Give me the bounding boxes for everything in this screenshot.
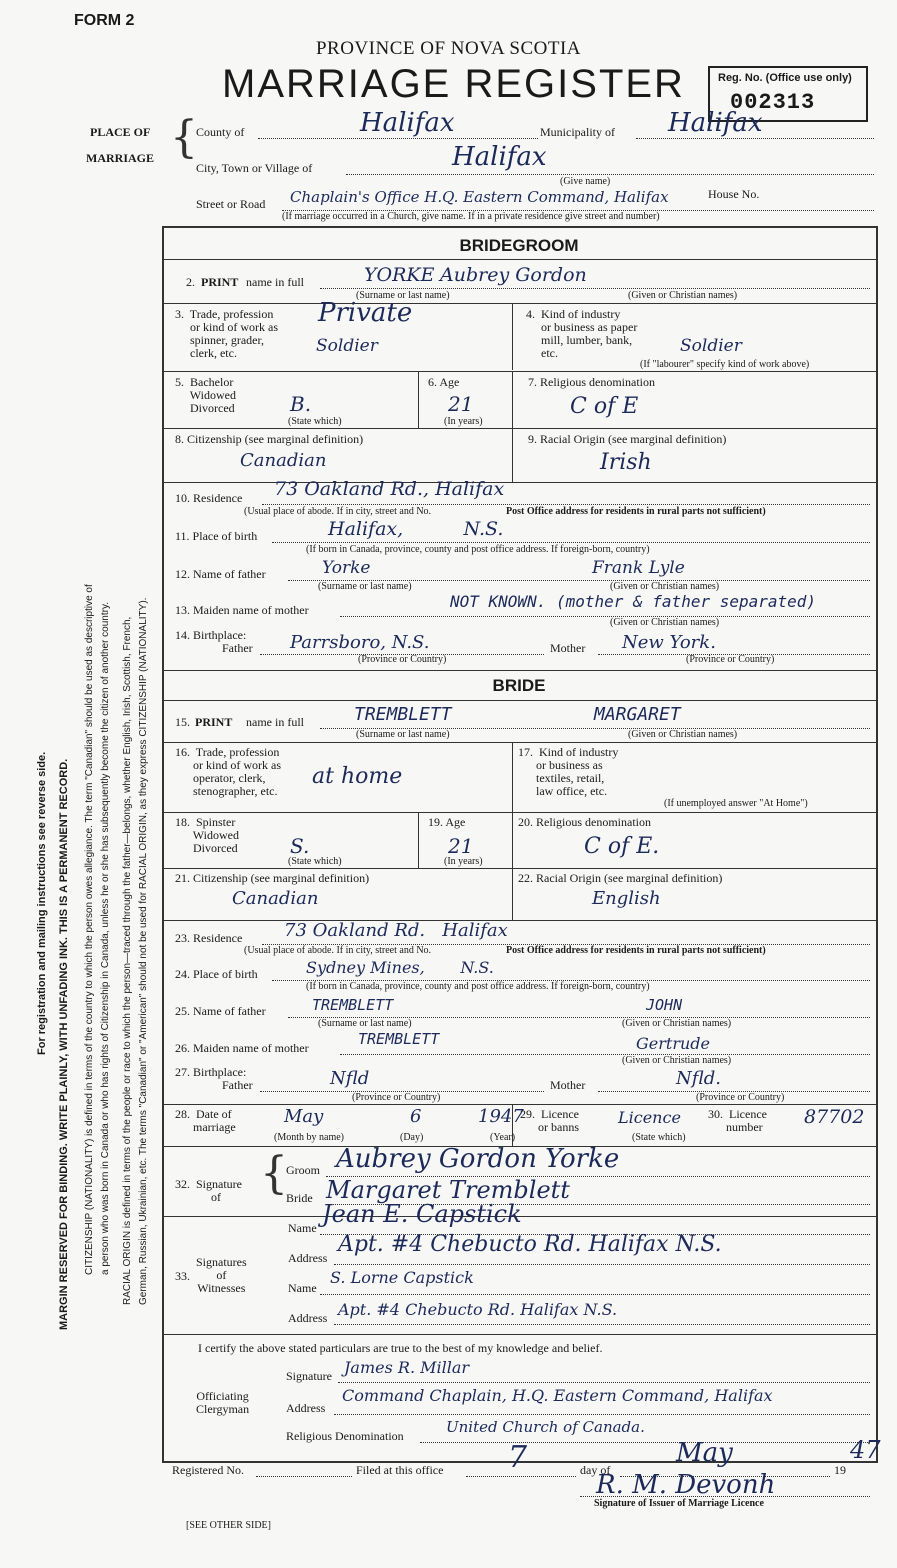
bride-father-surname: TREMBLETT — [312, 996, 394, 1014]
citizenship-note-2: a person who was born in Canada or who has rights of Citizenship in Canada, unless he or she has subsequently become the citizen of another country. — [100, 602, 111, 1275]
q4-caption: (If "labourer" specify kind of work above) — [640, 359, 810, 370]
q15-number: 15. — [175, 715, 190, 729]
day-caption: (Day) — [400, 1132, 424, 1143]
bride-mother-surname: TREMBLETT — [358, 1030, 440, 1048]
bride-father-birth: Nfld — [330, 1068, 370, 1089]
bride-trade: at home — [312, 764, 403, 789]
q12-label: 12. Name of father — [175, 567, 266, 581]
groom-mother-birth: New York. — [622, 632, 716, 653]
q10-label: 10. Residence — [175, 491, 243, 505]
province-caption: (Province or Country) — [358, 654, 447, 665]
q2-label: name in full — [246, 275, 304, 289]
q9-label: 9. Racial Origin (see marginal definition) — [528, 432, 727, 446]
issuer-signature: R. M. Devonh — [596, 1470, 776, 1500]
q21-label: 21. Citizenship (see marginal definition) — [175, 871, 370, 885]
given-caption: (Given or Christian names) — [622, 1055, 732, 1066]
bride-mother-given: Gertrude — [636, 1034, 710, 1053]
q4-label: 4. Kind of industry or business as paper mill, lumber, bank, etc. — [526, 307, 638, 360]
give-name-caption: (Give name) — [560, 176, 611, 187]
q2-number: 2. — [186, 275, 195, 289]
w1-address-label: Address — [288, 1251, 328, 1265]
divider — [512, 303, 513, 370]
reg-label: Reg. No. (Office use only) — [718, 72, 852, 84]
denomination-line — [420, 1442, 870, 1443]
state-caption: (State which) — [288, 416, 342, 427]
bride-age: 21 — [448, 834, 474, 858]
filed-day: 7 — [508, 1440, 528, 1475]
q26-label: 26. Maiden name of mother — [175, 1041, 309, 1055]
county-line — [258, 138, 538, 139]
q10-line — [262, 504, 870, 505]
surname-caption: (Surname or last name) — [318, 581, 412, 592]
groom-residence: 73 Oakland Rd., Halifax — [274, 478, 505, 500]
marriage-day: 6 — [410, 1106, 422, 1127]
clergy-address-label: Address — [286, 1401, 326, 1415]
divider — [162, 482, 876, 483]
municipality-label: Municipality of — [540, 125, 615, 139]
years-caption: (In years) — [444, 416, 483, 427]
given-caption: (Given or Christian names) — [628, 729, 738, 740]
bride-surname: TREMBLETT — [354, 704, 452, 725]
see-other-side: [SEE OTHER SIDE] — [186, 1520, 271, 1531]
q2-line — [320, 288, 870, 289]
place-heading-2: MARRIAGE — [86, 151, 154, 165]
registered-label: Registered No. — [172, 1463, 244, 1477]
county-label: County of — [196, 125, 245, 139]
filed-day-line — [466, 1476, 576, 1477]
q27-mother-label: Mother — [550, 1078, 586, 1092]
groom-status: B. — [290, 392, 312, 416]
province-caption: (Province or Country) — [686, 654, 775, 665]
q25-label: 25. Name of father — [175, 1004, 266, 1018]
clergy-address: Command Chaplain, H.Q. Eastern Command, Halifax — [342, 1386, 773, 1405]
divider — [512, 812, 513, 868]
q13-label: 13. Maiden name of mother — [175, 603, 309, 617]
denomination: United Church of Canada. — [446, 1418, 645, 1436]
denomination-label: Religious Denomination — [286, 1429, 404, 1443]
divider — [162, 920, 876, 921]
w2-name-label: Name — [288, 1281, 317, 1295]
witness-2-address: Apt. #4 Chebucto Rd. Halifax N.S. — [338, 1300, 618, 1319]
marriage-year: 1947 — [478, 1106, 524, 1127]
q17-caption: (If unemployed answer "At Home") — [664, 798, 808, 809]
clergy-address-line — [334, 1414, 870, 1415]
q30-label: 30. Licence number — [708, 1107, 767, 1134]
bride-racial: English — [592, 888, 661, 909]
groom-sig-label: Groom — [286, 1163, 320, 1177]
state-caption: (State which) — [632, 1132, 686, 1143]
given-caption: (Given or Christian names) — [610, 581, 720, 592]
groom-age: 21 — [448, 392, 474, 416]
residence-caption-b: Post Office address for residents in rural parts not sufficient) — [506, 506, 766, 517]
witness-heading: Signatures of Witnesses — [196, 1255, 247, 1295]
q27-father-label: Father — [222, 1078, 253, 1092]
q15-label: name in full — [246, 715, 304, 729]
bride-heading: BRIDE — [492, 676, 546, 695]
divider — [162, 812, 876, 813]
q32-label: 32. Signature of — [175, 1177, 242, 1204]
divider — [162, 868, 876, 869]
year-caption: (Year) — [490, 1132, 516, 1143]
surname-caption: (Surname or last name) — [318, 1018, 412, 1029]
clergy-heading: Officiating Clergyman — [196, 1389, 250, 1416]
birth-caption: (If born in Canada, province, county and post office address. If foreign-born, country) — [306, 544, 650, 555]
form-number: FORM 2 — [74, 12, 135, 29]
instructions-note: For registration and mailing instructions see reverse side. — [36, 751, 48, 1055]
state-caption: (State which) — [288, 856, 342, 867]
q14-mother-label: Mother — [550, 641, 586, 655]
marriage-month: May — [284, 1106, 324, 1127]
bride-residence: 73 Oakland Rd. Halifax — [284, 920, 508, 941]
groom-surname: YORKE — [364, 264, 435, 286]
q33-number: 33. — [175, 1269, 190, 1283]
bride-given: MARGARET — [594, 704, 681, 725]
filed-month: May — [676, 1438, 733, 1468]
citizenship-note-1: CITIZENSHIP (NATIONALITY) is defined in terms of the country to which the person owes allegiance. The term "Canadian" should be used as descriptive of — [84, 584, 95, 1275]
groom-father-birth: Parrsboro, N.S. — [290, 632, 430, 653]
w2-address-line — [334, 1324, 870, 1325]
margin-note: MARGIN RESERVED FOR BINDING. WRITE PLAINLY, WITH UNFADING INK. THIS IS A PERMANENT RECORD. — [58, 758, 70, 1330]
witness-1-address: Apt. #4 Chebucto Rd. Halifax N.S. — [338, 1232, 722, 1257]
divider — [162, 303, 876, 304]
bride-signature: Margaret Tremblett — [326, 1176, 570, 1204]
q8-label: 8. Citizenship (see marginal definition) — [175, 432, 364, 446]
year-prefix: 19 — [834, 1463, 846, 1477]
divider — [512, 428, 513, 482]
divider — [512, 1104, 513, 1146]
city-label: City, Town or Village of — [196, 161, 313, 175]
q22-label: 22. Racial Origin (see marginal definition) — [518, 871, 723, 885]
q18-label: 18. Spinster Widowed Divorced — [175, 815, 239, 855]
groom-trade-2: Soldier — [316, 336, 378, 356]
q26-line — [340, 1054, 870, 1055]
bride-birth-place: Sydney Mines, N.S. — [306, 958, 494, 977]
q19-label: 19. Age — [428, 815, 466, 829]
street-label: Street or Road — [196, 197, 266, 211]
place-brace: { — [170, 112, 198, 163]
licence-number: 87702 — [804, 1106, 865, 1128]
groom-birth-place: Halifax, N.S. — [328, 518, 504, 540]
page-title: MARRIAGE REGISTER — [222, 62, 685, 106]
q29-label: 29. Licence or banns — [520, 1107, 579, 1134]
divider — [418, 371, 419, 428]
q11-line — [272, 542, 870, 543]
month-caption: (Month by name) — [274, 1132, 344, 1143]
q23-label: 23. Residence — [175, 931, 243, 945]
residence-caption-b: Post Office address for residents in rural parts not sufficient) — [506, 945, 766, 956]
bride-sig-label: Bride — [286, 1191, 313, 1205]
residence-caption-a: (Usual place of abode. If in city, street and No. — [244, 945, 432, 956]
divider — [512, 371, 513, 428]
day-of-label: day of — [580, 1463, 611, 1477]
county-value: Halifax — [360, 108, 455, 138]
municipality-line — [636, 138, 874, 139]
q15-print-label: PRINT — [195, 715, 233, 729]
divider — [162, 1334, 876, 1335]
groom-given: Aubrey Gordon — [440, 264, 587, 286]
residence-caption-a: (Usual place of abode. If in city, street and No. — [244, 506, 432, 517]
groom-signature: Aubrey Gordon Yorke — [336, 1144, 620, 1174]
issuer-caption: Signature of Issuer of Marriage Licence — [594, 1498, 764, 1509]
groom-racial: Irish — [600, 450, 652, 475]
q20-label: 20. Religious denomination — [518, 815, 651, 829]
groom-father-given: Frank Lyle — [592, 558, 685, 578]
given-caption: (Given or Christian names) — [622, 1018, 732, 1029]
q13-line — [340, 616, 870, 617]
given-caption: (Given or Christian names) — [610, 617, 720, 628]
street-note: (If marriage occurred in a Church, give name. If in a private residence give street and number) — [282, 211, 660, 222]
bride-status: S. — [290, 834, 310, 858]
filed-label: Filed at this office — [356, 1463, 444, 1477]
province-heading: PROVINCE OF NOVA SCOTIA — [315, 38, 582, 59]
w1-address-line — [334, 1264, 870, 1265]
q16-label: 16. Trade, profession or kind of work as operator, clerk, stenographer, etc. — [175, 745, 281, 798]
q24-label: 24. Place of birth — [175, 967, 258, 981]
divider — [162, 428, 876, 429]
birth-caption: (If born in Canada, province, county and post office address. If foreign-born, country) — [306, 981, 650, 992]
divider — [512, 868, 513, 920]
w2-address-label: Address — [288, 1311, 328, 1325]
clergy-signature: James R. Millar — [344, 1358, 470, 1377]
divider — [162, 700, 876, 701]
q14-father-label: Father — [222, 641, 253, 655]
q14-label: 14. Birthplace: — [175, 628, 247, 642]
w1-name-label: Name — [288, 1221, 317, 1235]
witness-2-name: S. Lorne Capstick — [330, 1268, 474, 1287]
q28-label: 28. Date of marriage — [175, 1107, 236, 1134]
bride-father-given: JOHN — [646, 996, 683, 1014]
divider — [512, 742, 513, 812]
racial-note-2: German, Russian, Ukrainian, etc. The terms "Canadian" or "American" should not be used for RACIAL ORIGIN, as they express CITIZENSHIP (NATIONALITY). — [138, 597, 149, 1305]
q2-print-label: PRINT — [201, 275, 239, 289]
groom-trade-1: Private — [318, 298, 413, 328]
groom-religion: C of E — [570, 394, 639, 419]
bride-religion: C of E. — [584, 834, 660, 859]
q5-label: 5. Bachelor Widowed Divorced — [175, 375, 236, 415]
groom-citizenship: Canadian — [240, 450, 327, 471]
clergy-sig-label: Signature — [286, 1369, 332, 1383]
surname-caption: (Surname or last name) — [356, 729, 450, 740]
divider — [418, 812, 419, 868]
city-line — [346, 174, 874, 175]
house-label: House No. — [708, 187, 760, 201]
register-frame — [162, 226, 878, 1463]
certify-statement: I certify the above stated particulars are true to the best of my knowledge and belief. — [198, 1341, 603, 1355]
w2-name-line — [320, 1294, 870, 1295]
groom-mother-name: NOT KNOWN. (mother & father separated) — [450, 592, 817, 611]
bride-citizenship: Canadian — [232, 888, 319, 909]
city-value: Halifax — [452, 142, 547, 172]
reg-number: 002313 — [730, 90, 816, 115]
groom-industry: Soldier — [680, 336, 742, 356]
divider — [162, 259, 876, 260]
municipality-value: Halifax — [668, 108, 763, 138]
q6-label: 6. Age — [428, 375, 460, 389]
clergy-sig-line — [338, 1382, 870, 1383]
divider — [162, 670, 876, 671]
divider — [162, 371, 876, 372]
bride-mother-birth: Nfld. — [676, 1068, 721, 1089]
q27-label: 27. Birthplace: — [175, 1065, 247, 1079]
q3-label: 3. Trade, profession or kind of work as spinner, grader, clerk, etc. — [175, 307, 278, 360]
racial-note-1: RACIAL ORIGIN is defined in terms of the people or race to which the person—traced through the father—belongs, whether English, Irish, Scottish, French, — [122, 616, 133, 1305]
street-value: Chaplain's Office H.Q. Eastern Command, Halifax — [290, 188, 669, 206]
filed-year: 47 — [850, 1436, 881, 1464]
divider — [162, 742, 876, 743]
q11-label: 11. Place of birth — [175, 529, 258, 543]
signature-brace: { — [260, 1148, 288, 1199]
province-caption: (Province or Country) — [352, 1092, 441, 1103]
province-caption: (Province or Country) — [696, 1092, 785, 1103]
years-caption: (In years) — [444, 856, 483, 867]
place-heading-1: PLACE OF — [90, 125, 151, 139]
q7-label: 7. Religious denomination — [528, 375, 655, 389]
licence-or-banns: Licence — [618, 1108, 681, 1127]
bridegroom-heading: BRIDEGROOM — [459, 236, 579, 255]
divider — [162, 1104, 876, 1105]
witness-1-name: Jean E. Capstick — [322, 1200, 522, 1228]
groom-father-surname: Yorke — [322, 558, 371, 578]
surname-caption: (Surname or last name) — [356, 290, 450, 301]
registered-line — [256, 1476, 352, 1477]
q17-label: 17. Kind of industry or business as textiles, retail, law office, etc. — [518, 745, 619, 798]
given-caption: (Given or Christian names) — [628, 290, 738, 301]
